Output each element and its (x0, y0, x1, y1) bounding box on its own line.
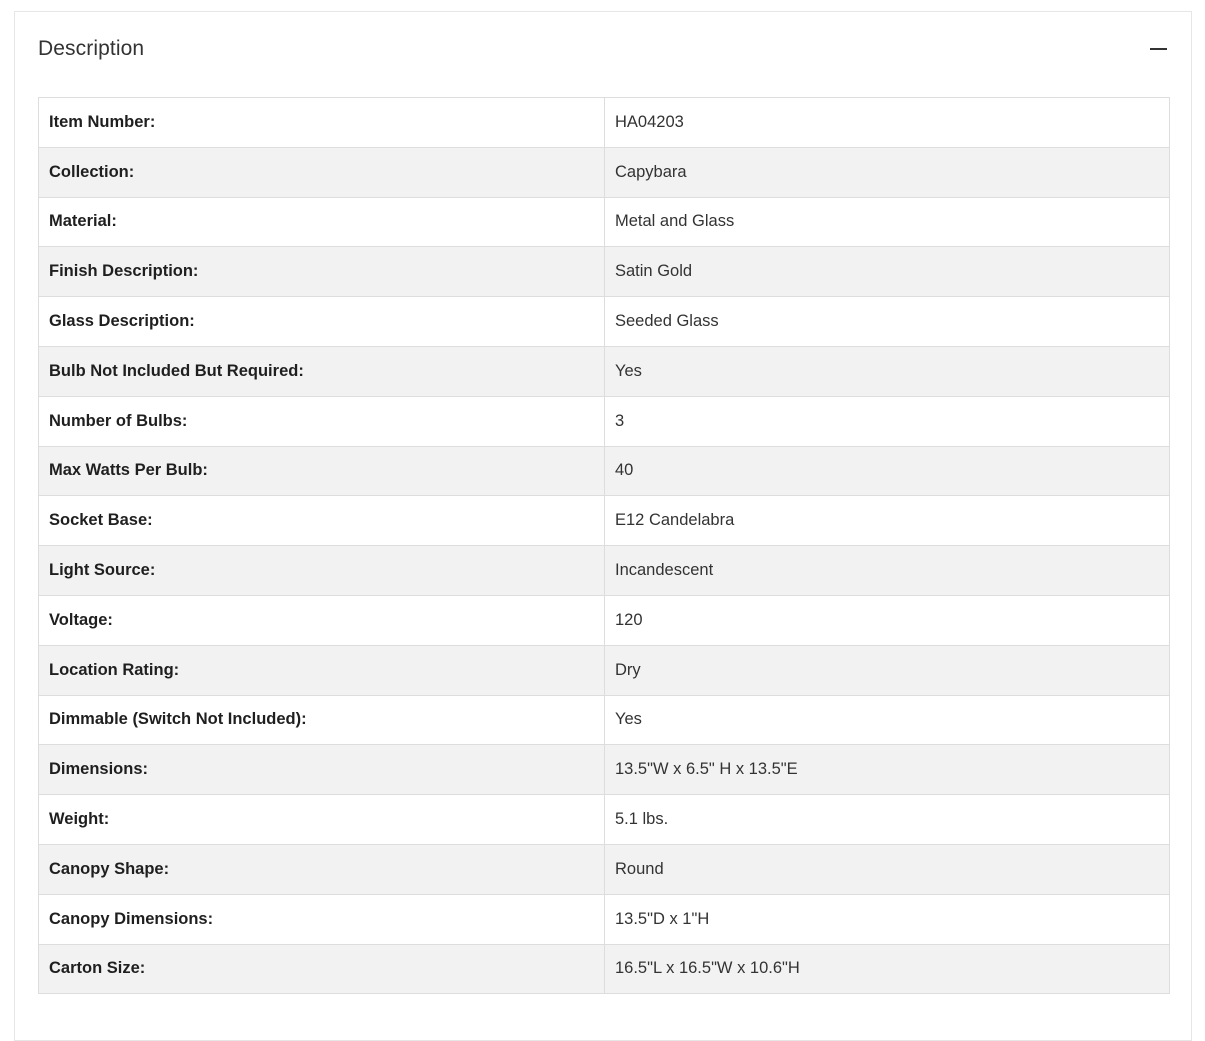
table-row (39, 247, 1170, 297)
spec-label: Socket Base: (39, 496, 605, 546)
minus-icon[interactable] (1148, 39, 1168, 59)
spec-value: 40 (605, 446, 1170, 496)
spec-label: Material: (39, 197, 605, 247)
spec-label: Finish Description: (39, 247, 605, 297)
table-row (39, 546, 1170, 596)
spec-table (38, 97, 1170, 994)
table-row (39, 894, 1170, 944)
spec-value: Round (605, 844, 1170, 894)
spec-label: Weight: (39, 795, 605, 845)
table-row (39, 844, 1170, 894)
description-title: Description (38, 37, 145, 60)
spec-label: Light Source: (39, 546, 605, 596)
spec-label: Dimensions: (39, 745, 605, 795)
table-row (39, 446, 1170, 496)
table-row (39, 346, 1170, 396)
spec-value: Metal and Glass (605, 197, 1170, 247)
spec-label: Dimmable (Switch Not Included): (39, 695, 605, 745)
spec-value: 13.5"D x 1"H (605, 894, 1170, 944)
minus-bar (1150, 48, 1167, 50)
spec-label: Carton Size: (39, 944, 605, 994)
spec-value: Capybara (605, 147, 1170, 197)
table-row (39, 297, 1170, 347)
spec-value: 16.5"L x 16.5"W x 10.6"H (605, 944, 1170, 994)
spec-value: Incandescent (605, 546, 1170, 596)
spec-value: 5.1 lbs. (605, 795, 1170, 845)
description-header[interactable] (38, 12, 1169, 86)
table-row (39, 595, 1170, 645)
spec-label: Collection: (39, 147, 605, 197)
spec-label: Glass Description: (39, 297, 605, 347)
spec-label: Voltage: (39, 595, 605, 645)
spec-value: HA04203 (605, 98, 1170, 148)
spec-label: Canopy Shape: (39, 844, 605, 894)
spec-label: Location Rating: (39, 645, 605, 695)
table-row (39, 645, 1170, 695)
spec-label: Number of Bulbs: (39, 396, 605, 446)
spec-value: 3 (605, 396, 1170, 446)
spec-label: Bulb Not Included But Required: (39, 346, 605, 396)
table-row (39, 496, 1170, 546)
spec-label: Max Watts Per Bulb: (39, 446, 605, 496)
spec-value: Dry (605, 645, 1170, 695)
spec-value: Seeded Glass (605, 297, 1170, 347)
table-row (39, 98, 1170, 148)
spec-label: Canopy Dimensions: (39, 894, 605, 944)
spec-value: Yes (605, 695, 1170, 745)
table-row (39, 197, 1170, 247)
table-row (39, 695, 1170, 745)
description-panel (14, 11, 1192, 1041)
table-row (39, 147, 1170, 197)
spec-value: 13.5"W x 6.5" H x 13.5"E (605, 745, 1170, 795)
table-row (39, 396, 1170, 446)
spec-value: Yes (605, 346, 1170, 396)
table-row (39, 944, 1170, 994)
spec-value: E12 Candelabra (605, 496, 1170, 546)
table-row (39, 795, 1170, 845)
spec-label: Item Number: (39, 98, 605, 148)
table-row (39, 745, 1170, 795)
spec-value: 120 (605, 595, 1170, 645)
spec-value: Satin Gold (605, 247, 1170, 297)
